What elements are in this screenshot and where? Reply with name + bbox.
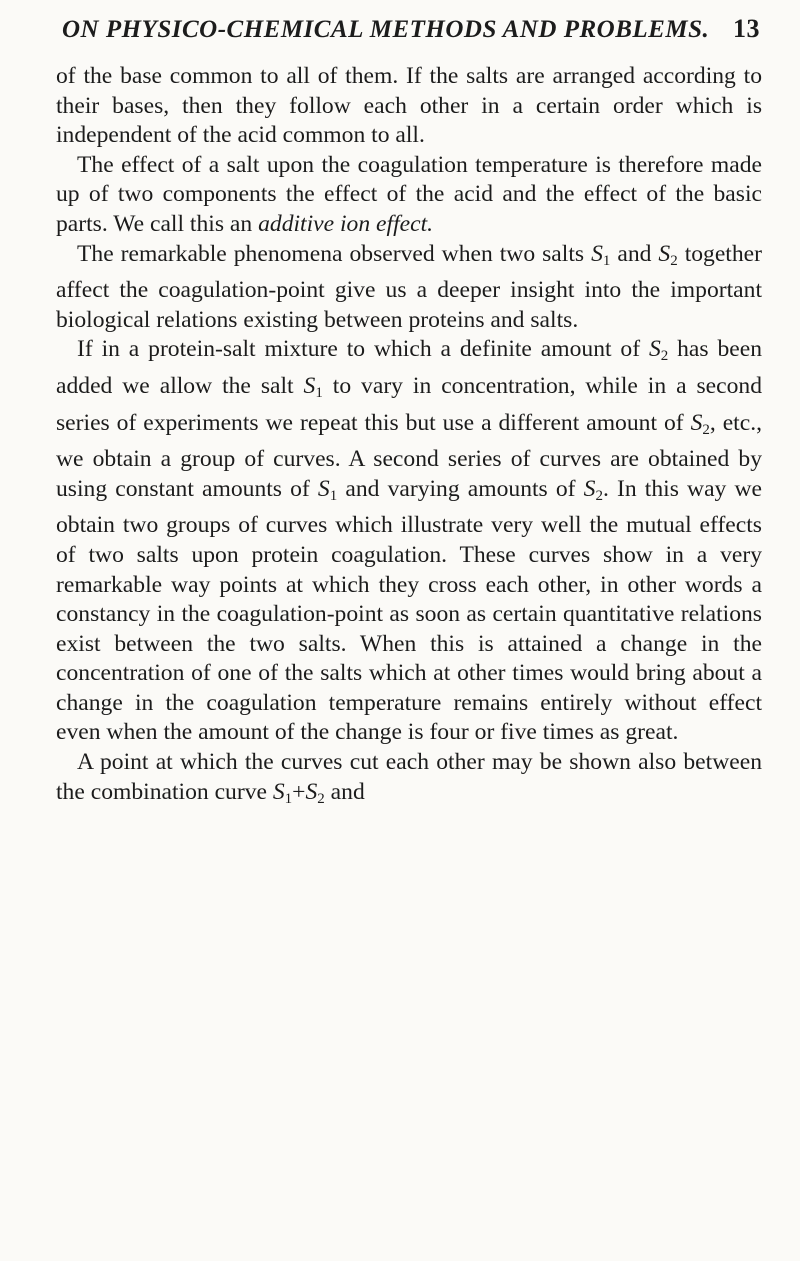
body-text [56, 62, 762, 814]
paragraph-4: If in a protein-salt mixture to which a definite amount of $S_2$ has been added we allow the salt $S_1$ to vary in concentration, while in a second series of experiments we repeat this but use a different amount of $S_2$, etc., we obtain a group of curves. A second series of curves are obtained by using constant amounts of $S_1$ and varying amounts of $S_2$. In this way we obtain two groups of curves which illustrate very well the mutual effects of two salts upon protein coagulation. These curves show in a very remarkable way points at which they cross each other, in other words a constancy in the coagulation-point as soon as certain quantitative relations exist between the two salts. When this is attained a change in the concentration of one of the salts which at other times would bring about a change in the coagulation temperature remains entirely without effect even when the amount of the change is four or five times as great. [56, 336, 763, 746]
italic-term: additive ion effect. [258, 210, 434, 237]
paragraph-3: The remarkable phenomena observed when two salts $S_1$ and $S_2$ together affect the coagulation-point give us a deeper insight into the important biological relations existing between proteins and salts. [56, 240, 762, 333]
running-head [56, 14, 762, 44]
paragraph-5: A point at which the curves cut each other may be shown also between the combination curve $S_1+S_2$ and [56, 749, 762, 807]
page-number: 13 [733, 14, 760, 43]
running-title: ON PHYSICO-CHEMICAL METHODS AND PROBLEMS. [62, 16, 710, 43]
paragraph-1: of the base common to all of them. If the salts are arranged according to their bases, then they follow each other in a certain order which is independent of the acid common to all. [56, 63, 762, 149]
paragraph-2: The effect of a salt upon the coagulation temperature is therefore made up of two components the effect of the acid and the effect of the basic parts. We call this an additive ion effect. [56, 151, 762, 237]
